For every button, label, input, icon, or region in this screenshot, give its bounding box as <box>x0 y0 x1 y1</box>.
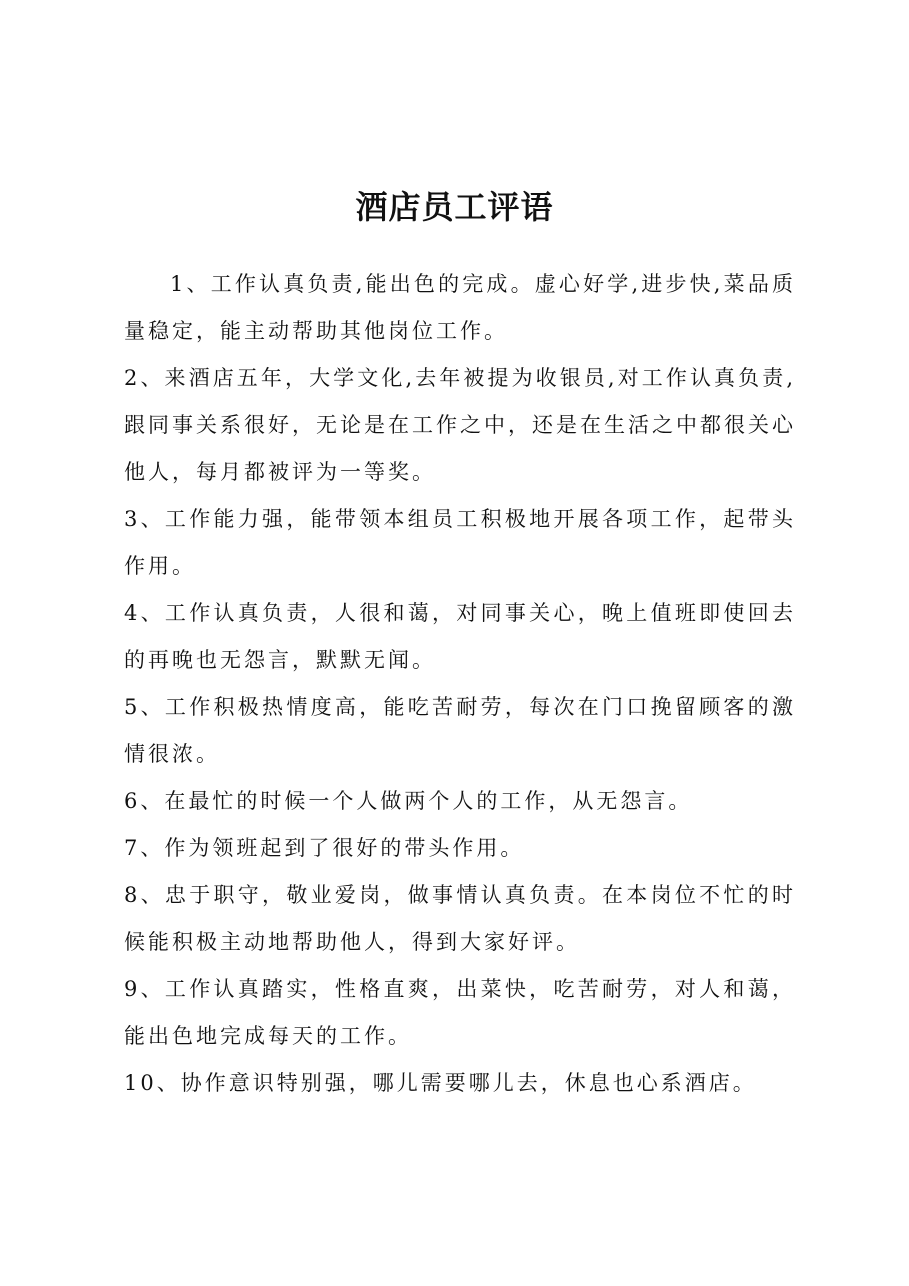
document-title: 酒店员工评语 <box>355 188 554 226</box>
comment-paragraph-9: 9、工作认真踏实，性格直爽，出菜快，吃苦耐劳，对人和蔼，能出色地完成每天的工作。 <box>124 977 796 1048</box>
comment-paragraph-6: 6、在最忙的时候一个人做两个人的工作，从无怨言。 <box>124 789 693 813</box>
comment-paragraph-3: 3、工作能力强，能带领本组员工积极地开展各项工作，起带头作用。 <box>124 507 796 578</box>
comment-paragraph-10: 10、协作意识特别强，哪儿需要哪儿去，休息也心系酒店。 <box>124 1071 757 1095</box>
comment-paragraph-5: 5、工作积极热情度高，能吃苦耐劳，每次在门口挽留顾客的激情很浓。 <box>124 695 796 766</box>
comment-paragraph-1: 1、工作认真负责,能出色的完成。虚心好学,进步快,菜品质量稳定，能主动帮助其他岗位工作。 <box>124 272 796 343</box>
comment-paragraph-2: 2、来酒店五年，大学文化,去年被提为收银员,对工作认真负责,跟同事关系很好，无论是在工作之中，还是在生活之中都很关心他人，每月都被评为一等奖。 <box>124 366 796 484</box>
comment-paragraph-4: 4、工作认真负责，人很和蔼，对同事关心，晚上值班即使回去的再晚也无怨言，默默无闻。 <box>124 601 796 672</box>
comment-paragraph-7: 7、作为领班起到了很好的带头作用。 <box>124 836 525 860</box>
document-body <box>124 261 796 1107</box>
comment-paragraph-8: 8、忠于职守，敬业爱岗，做事情认真负责。在本岗位不忙的时候能积极主动地帮助他人，得到大家好评。 <box>124 883 796 954</box>
